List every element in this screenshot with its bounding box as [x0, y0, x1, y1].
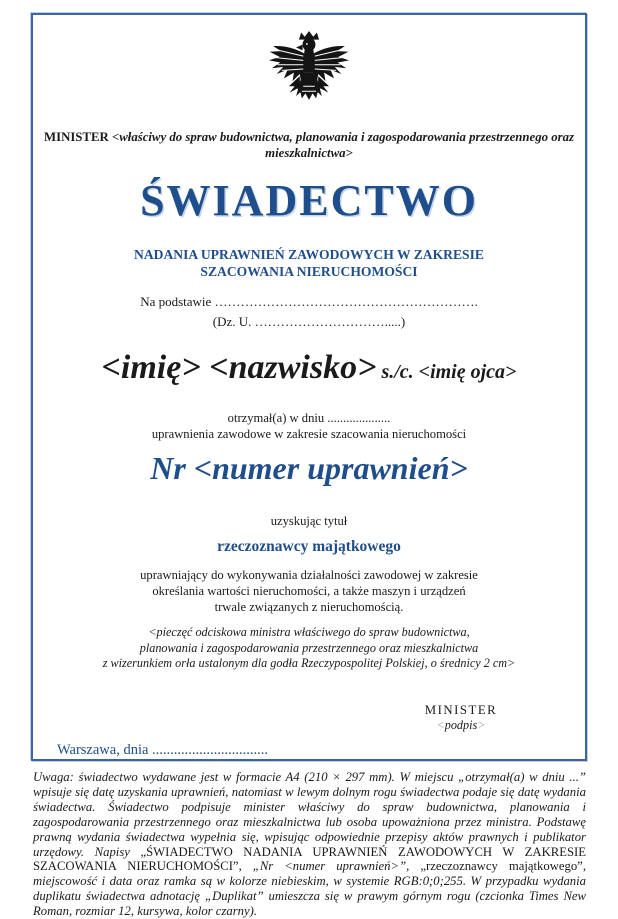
bracket-open: < [436, 718, 445, 732]
eagle-icon [266, 23, 352, 115]
footnote-segment-2: „ŚWIADECTWO NADANIA UPRAWNIEŃ ZAWODOWYCH W ZAKRESIE SZACOWANIA NIERUCHOMOŚCI”, [33, 844, 586, 874]
scope-paragraph [33, 567, 585, 615]
bracket-close: > [477, 718, 486, 732]
footnote-segment-1: Uwaga: świadectwo wydawane jest w formacie A4 (210 × 297 mm). W miejscu „otrzymał(a) w dniu ...” wpisuje się datę uzyskania uprawnień, natomiast w lewym dolnym rogu świadectwa podaje się datę wydania świadectwa. Świadectwo podpisuje minister właściwy do spraw budownictwa, planowania i zagospodarowania przestrzennego oraz mieszkalnictwa lub osoba upoważniona przez ministra. Podstawę prawną wydania świadectwa wypełnia się, wpisując odpowiednie przepisy aktów prawnych i publikator urzędowy. Napisy [33, 770, 586, 859]
scope-line-1: uprawniający do wykonywania działalności zawodowej w zakresie [140, 568, 478, 582]
recipient-name-placeholder [33, 349, 585, 387]
received-scope-line: uprawnienia zawodowe w zakresie szacowania nieruchomości [151, 426, 467, 441]
certificate-frame [31, 13, 587, 761]
footnote-segment-5: miejscowość i data oraz ramka są w kolorze niebieskim, w systemie RGB:0;0;255. W przypadku wydania duplikatu świadectwa adnotację „Duplikat” umieszcza się w prawym górnym rogu (czcionka Times New Roman, rozmiar 12, kursywa, kolor czarny). [33, 874, 586, 919]
subtitle-line-2: SZACOWANIA NIERUCHOMOŚCI [200, 264, 418, 279]
minister-scope-placeholder: <właściwy do spraw budownictwa, planowania i zagospodarowania przestrzennego oraz mieszkalnictwa> [111, 130, 574, 160]
signature-block [363, 703, 559, 733]
father-name-placeholder: s./c. <imię ojca> [376, 361, 517, 383]
scope-line-2: określania wartości nieruchomości, a także maszyn i urządzeń [152, 584, 466, 598]
seal-note-line-2: planowania i zagospodarowania przestrzennego oraz mieszkalnictwa [139, 640, 479, 655]
minister-label: MINISTER [44, 130, 109, 144]
professional-title: rzeczoznawcy majątkowego [217, 538, 401, 555]
signature-word: podpis [444, 718, 478, 732]
seal-note-line-1: <pieczęć odciskowa ministra właściwego do spraw budownictwa, [148, 625, 470, 639]
place-and-date-line: Warszawa, dnia ................................ [57, 742, 269, 758]
minister-header [43, 129, 575, 161]
scope-line-3: trwale związanych z nieruchomością. [214, 600, 404, 614]
signature-placeholder [363, 718, 559, 733]
received-date-line: otrzymał(a) w dniu .................... [227, 411, 391, 425]
footnote-segment-4: „rzeczoznawcy majątkowego”, [420, 859, 586, 874]
document-subtitle [33, 246, 585, 280]
footnote [33, 770, 586, 919]
document-title: ŚWIADECTWO [140, 176, 478, 225]
subtitle-line-1: NADANIA UPRAWNIEŃ ZAWODOWYCH W ZAKRESIE [134, 247, 484, 262]
seal-note [33, 625, 585, 672]
licence-number-placeholder: Nr <numer uprawnień> [150, 450, 468, 486]
legal-basis-line: Na podstawie ……………………………………………………. [140, 294, 478, 309]
signature-role: MINISTER [424, 703, 498, 717]
received-on-block [33, 411, 585, 442]
name-surname-placeholder: <imię> <nazwisko> [101, 349, 377, 386]
gaining-title-line: uzyskując tytuł [270, 514, 348, 528]
journal-of-laws-line: (Dz. U. ………………………….....) [212, 314, 406, 329]
seal-note-line-3: z wizerunkiem orła ustalonym dla godła Rzeczypospolitej Polskiej, o średnicy 2 cm> [102, 656, 516, 670]
footnote-segment-3: „Nr <numer uprawnień>”, [252, 859, 421, 874]
polish-eagle-emblem [33, 23, 585, 120]
